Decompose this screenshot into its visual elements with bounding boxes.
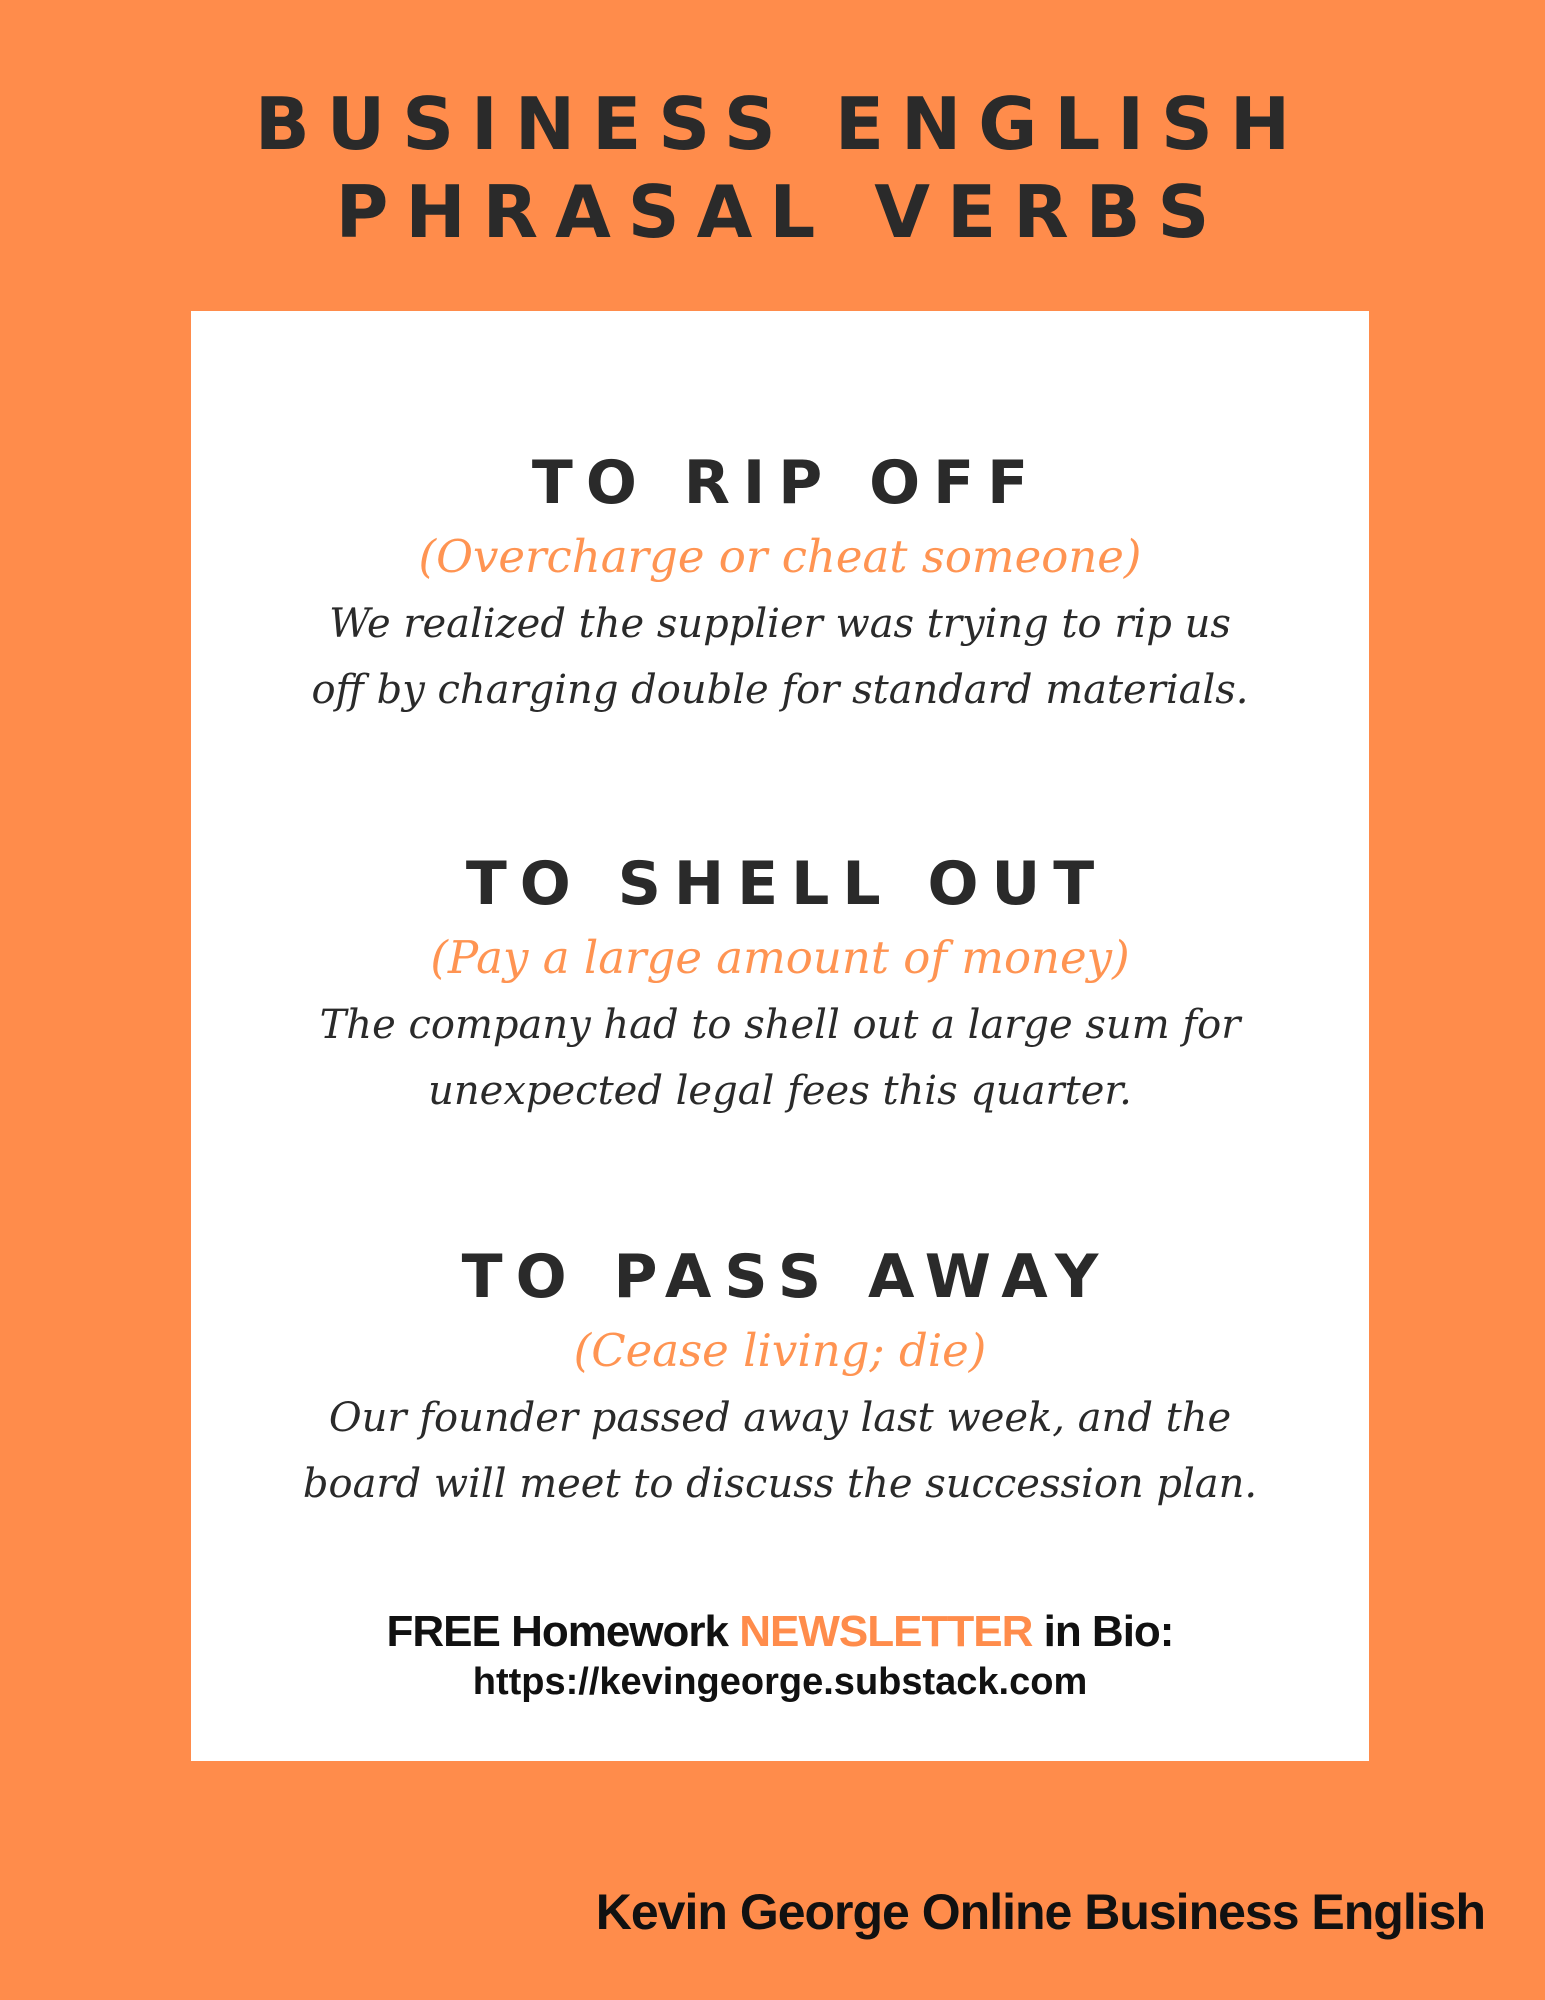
phrasal-verb-entry-shell-out: [191, 844, 1369, 1124]
verb-heading: TO RIP OFF: [531, 448, 1042, 518]
newsletter-promo: [191, 1606, 1369, 1706]
newsletter-url: https://kevingeorge.substack.com: [472, 1661, 1088, 1703]
example-sentence-line: We realized the supplier was trying to rip us: [329, 601, 1231, 647]
phrasal-verb-entry-rip-off: [191, 443, 1369, 723]
example-sentence-line: Our founder passed away last week, and the: [328, 1395, 1232, 1441]
content-card: [191, 311, 1369, 1761]
newsletter-highlight: NEWSLETTER: [739, 1607, 1033, 1656]
verb-heading: TO SHELL OUT: [465, 849, 1108, 919]
example-sentence-line: The company had to shell out a large sum for: [319, 1002, 1241, 1048]
verb-meaning: (Pay a large amount of money): [430, 931, 1130, 984]
verb-heading: TO PASS AWAY: [461, 1242, 1112, 1312]
newsletter-promo-text: [191, 1606, 1369, 1658]
page-title: [0, 80, 1545, 256]
title-line-2: PHRASAL VERBS: [335, 170, 1227, 254]
promo-suffix: in Bio:: [1032, 1607, 1174, 1656]
verb-meaning: (Cease living; die): [573, 1324, 987, 1377]
title-line-1: BUSINESS ENGLISH: [254, 82, 1308, 166]
phrasal-verb-entry-pass-away: [191, 1237, 1369, 1517]
example-sentence-line: off by charging double for standard materials.: [311, 667, 1249, 713]
brand-footer: Kevin George Online Business English: [595, 1884, 1485, 1940]
example-sentence-line: board will meet to discuss the succession plan.: [302, 1461, 1258, 1507]
verb-meaning: (Overcharge or cheat someone): [418, 530, 1142, 583]
promo-prefix: FREE Homework: [386, 1607, 740, 1656]
example-sentence-line: unexpected legal fees this quarter.: [428, 1068, 1132, 1114]
